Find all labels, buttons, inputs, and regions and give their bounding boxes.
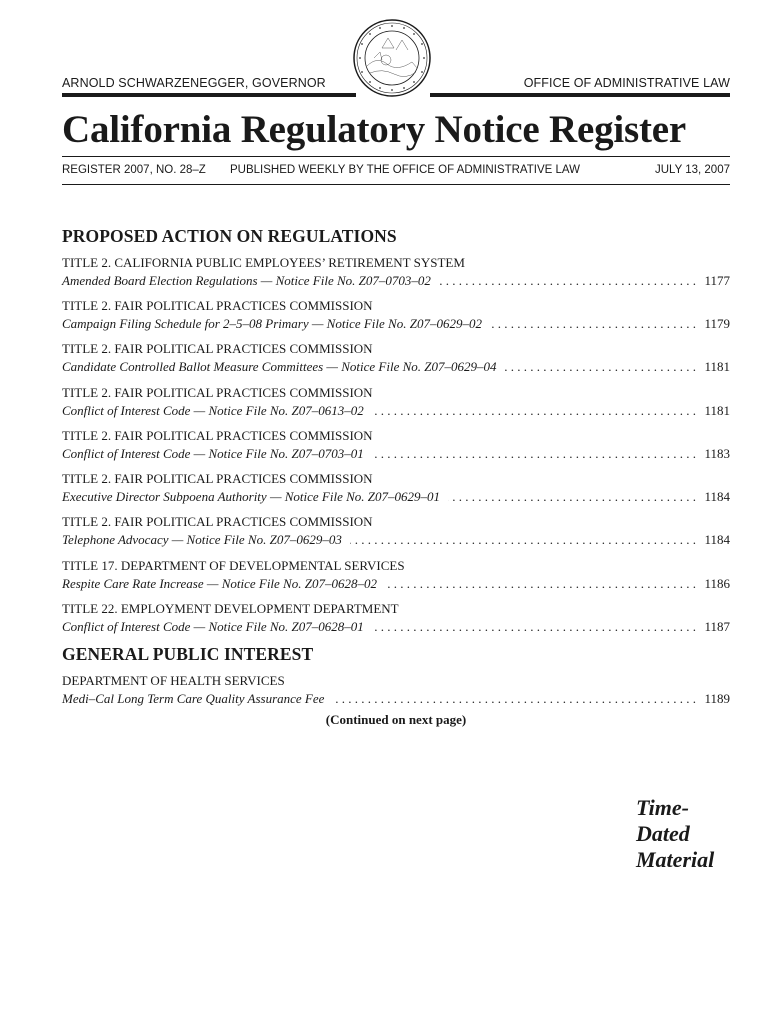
entry-title: TITLE 2. CALIFORNIA PUBLIC EMPLOYEES’ RETIREMENT SYSTEM xyxy=(62,255,465,270)
publisher-line: PUBLISHED WEEKLY BY THE OFFICE OF ADMINISTRATIVE LAW xyxy=(230,164,580,176)
entry-page-number: 1184 xyxy=(704,489,730,504)
entry-title: TITLE 2. FAIR POLITICAL PRACTICES COMMISSION xyxy=(62,428,373,443)
dot-leader xyxy=(372,402,696,420)
dot-leader xyxy=(490,315,696,333)
entry-title: TITLE 2. FAIR POLITICAL PRACTICES COMMISSION xyxy=(62,471,373,486)
toc-entry[interactable] xyxy=(62,340,730,376)
entry-description: Conflict of Interest Code — Notice File No. Z07–0703–01 xyxy=(62,446,364,461)
entry-page-number: 1179 xyxy=(704,316,730,331)
entry-description: Campaign Filing Schedule for 2–5–08 Primary — Notice File No. Z07–0629–02 xyxy=(62,316,482,331)
entry-page-number: 1189 xyxy=(704,691,730,706)
toc-entry[interactable] xyxy=(62,513,730,549)
entry-description: Conflict of Interest Code — Notice File No. Z07–0628–01 xyxy=(62,619,364,634)
toc-entry[interactable] xyxy=(62,384,730,420)
entry-title: TITLE 2. FAIR POLITICAL PRACTICES COMMISSION xyxy=(62,298,373,313)
time-dated-notice xyxy=(636,795,756,873)
entry-page-number: 1183 xyxy=(704,446,730,461)
entry-description: Telephone Advocacy — Notice File No. Z07–0629–03 xyxy=(62,532,342,547)
entry-title: TITLE 2. FAIR POLITICAL PRACTICES COMMISSION xyxy=(62,341,373,356)
entry-title: TITLE 22. EMPLOYMENT DEVELOPMENT DEPARTMENT xyxy=(62,601,399,616)
entry-page-number: 1186 xyxy=(704,576,730,591)
dot-leader xyxy=(439,272,696,290)
time-dated-line-3: Material xyxy=(636,847,715,872)
register-number: REGISTER 2007, NO. 28–Z xyxy=(62,164,206,176)
entry-description: Executive Director Subpoena Authority — Notice File No. Z07–0629–01 xyxy=(62,489,441,504)
dot-leader xyxy=(372,618,696,636)
dot-leader xyxy=(350,531,696,549)
office-label: OFFICE OF ADMINISTRATIVE LAW xyxy=(523,76,730,90)
register-title: California Regulatory Notice Register xyxy=(62,108,687,151)
entry-title: DEPARTMENT OF HEALTH SERVICES xyxy=(62,673,285,688)
entry-page-number: 1181 xyxy=(704,359,730,374)
entry-description: Candidate Controlled Ballot Measure Committees — Notice File No. Z07–0629–04 xyxy=(62,359,497,374)
entry-description: Medi–Cal Long Term Care Quality Assurance Fee xyxy=(62,691,325,706)
entry-page-number: 1184 xyxy=(704,532,730,547)
entry-page-number: 1181 xyxy=(704,403,730,418)
section-heading-general-public-interest: GENERAL PUBLIC INTEREST xyxy=(62,644,314,664)
dot-leader xyxy=(332,690,696,708)
toc-entry[interactable] xyxy=(62,427,730,463)
register-cover-page xyxy=(62,0,730,1024)
entry-page-number: 1177 xyxy=(704,273,730,288)
entry-description: Amended Board Election Regulations — Notice File No. Z07–0703–02 xyxy=(62,273,431,288)
time-dated-line-1: Time- xyxy=(636,795,689,820)
entry-description: Conflict of Interest Code — Notice File No. Z07–0613–02 xyxy=(62,403,364,418)
entry-title: TITLE 2. FAIR POLITICAL PRACTICES COMMISSION xyxy=(62,514,373,529)
toc-entry[interactable] xyxy=(62,672,730,708)
subhead-rule xyxy=(62,184,730,185)
issue-date: JULY 13, 2007 xyxy=(654,164,730,176)
dot-leader xyxy=(505,358,696,376)
continued-note: (Continued on next page) xyxy=(325,712,467,727)
masthead-rule-left xyxy=(62,93,356,97)
masthead-top-row xyxy=(62,76,730,90)
toc-entry[interactable] xyxy=(62,297,730,333)
time-dated-line-2: Dated xyxy=(636,821,690,846)
governor-label: ARNOLD SCHWARZENEGGER, GOVERNOR xyxy=(62,76,326,90)
toc-entry[interactable] xyxy=(62,600,730,636)
entry-title: TITLE 17. DEPARTMENT OF DEVELOPMENTAL SERVICES xyxy=(62,558,405,573)
toc-entry[interactable] xyxy=(62,254,730,290)
entry-page-number: 1187 xyxy=(704,619,730,634)
title-rule xyxy=(62,156,730,157)
toc-entry[interactable] xyxy=(62,470,730,506)
entry-title: TITLE 2. FAIR POLITICAL PRACTICES COMMISSION xyxy=(62,385,373,400)
section-heading-proposed-action: PROPOSED ACTION ON REGULATIONS xyxy=(62,226,397,246)
dot-leader xyxy=(372,445,696,463)
entry-description: Respite Care Rate Increase — Notice File No. Z07–0628–02 xyxy=(62,576,377,591)
dot-leader xyxy=(448,488,696,506)
dot-leader xyxy=(385,575,696,593)
toc-entry[interactable] xyxy=(62,557,730,593)
masthead-rule-right xyxy=(430,93,730,97)
